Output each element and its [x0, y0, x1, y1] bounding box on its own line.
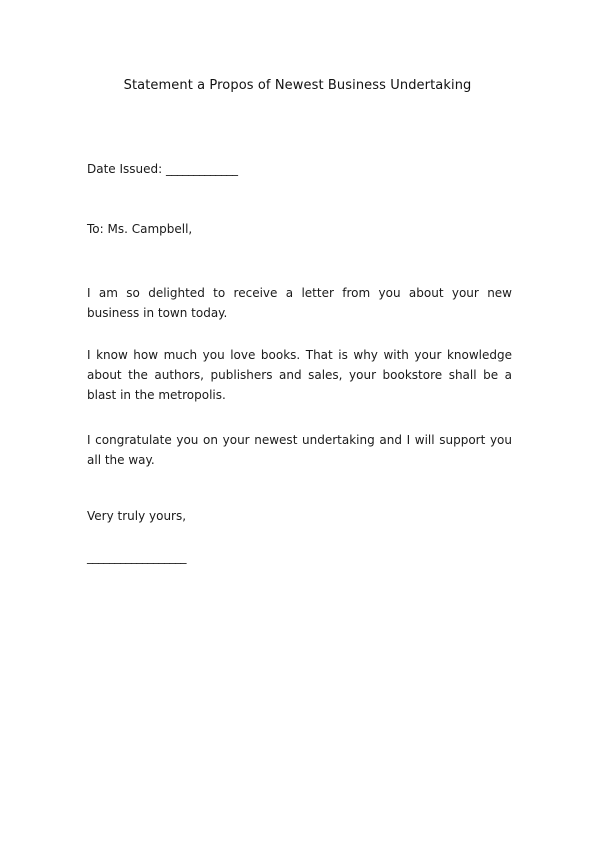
signature-line: __________________	[87, 550, 186, 564]
paragraph-2: I know how much you love books. That is why with your knowledge about the authors, publishers and sales, your bookstore shall be a blast in the metropolis.	[87, 348, 512, 402]
page-title: Statement a Propos of Newest Business Undertaking	[123, 78, 472, 93]
salutation: To: Ms. Campbell,	[87, 222, 193, 236]
paragraph-1: I am so delighted to receive a letter from you about your new business in town today.	[87, 286, 512, 320]
date-label: Date Issued:	[87, 162, 163, 176]
date-issued-line	[87, 159, 512, 179]
closing: Very truly yours,	[87, 509, 187, 523]
date-blank: _____________	[166, 162, 238, 176]
paragraph-3: I congratulate you on your newest undertaking and I will support you all the way.	[87, 433, 512, 467]
